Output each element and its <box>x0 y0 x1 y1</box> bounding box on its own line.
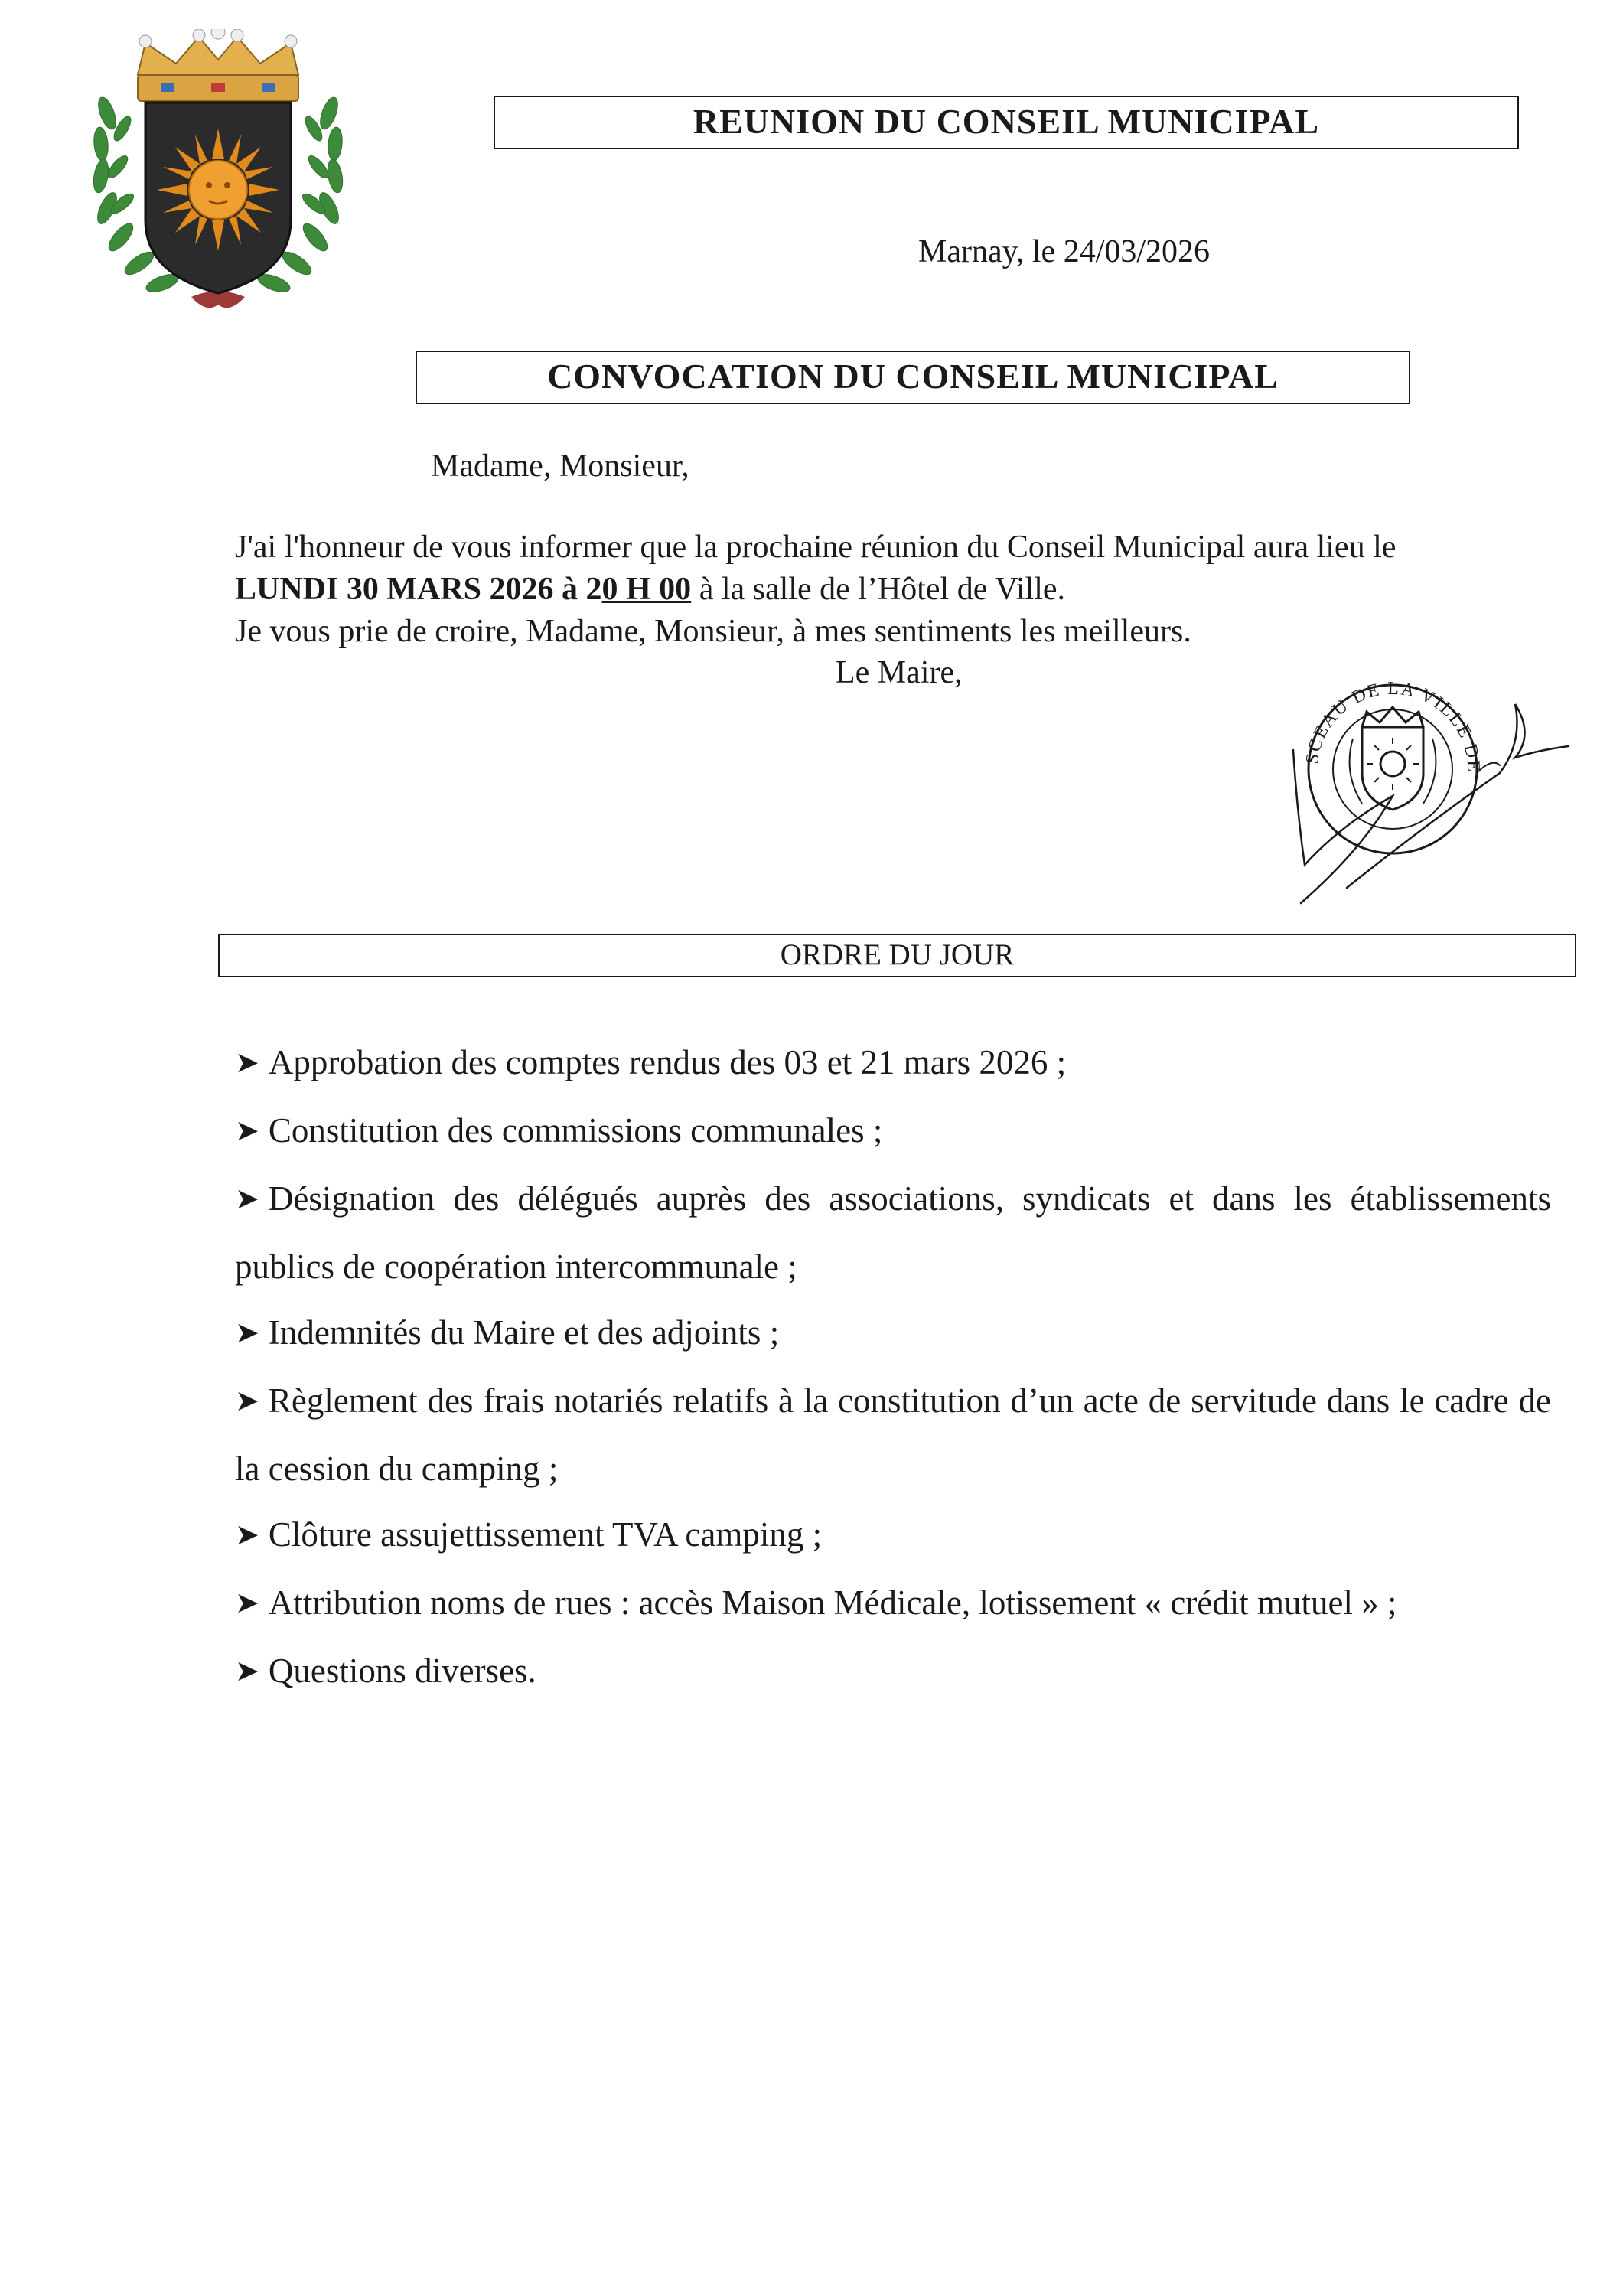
arrowhead-icon: ➤ <box>235 1047 259 1079</box>
arrowhead-icon: ➤ <box>235 1655 259 1688</box>
salutation: Madame, Monsieur, <box>431 448 689 484</box>
meeting-location: à la salle de l’Hôtel de Ville. <box>691 572 1066 607</box>
coat-of-arms-icon <box>84 29 352 328</box>
arrowhead-icon: ➤ <box>235 1317 259 1349</box>
agenda-item: ➤ Indemnités du Maire et des adjoints ; <box>235 1313 780 1352</box>
place-date: Marnay, le 24/03/2026 <box>918 234 1211 269</box>
agenda-item: ➤ Constitution des commissions communales ; <box>235 1111 883 1150</box>
meeting-title: REUNION DU CONSEIL MUNICIPAL <box>494 96 1519 149</box>
meeting-date: LUNDI 30 MARS 2026 à 2 <box>235 572 602 607</box>
agenda-item: ➤ Règlement des frais notariés relatifs à la constitution d’un acte de servitude dans le cadre de la cession du camping ; <box>235 1381 1551 1488</box>
body-intro: J'ai l'honneur de vous informer que la prochaine réunion du Conseil Municipal aura lieu le <box>235 530 1396 565</box>
meeting-datetime-line <box>235 569 1551 611</box>
agenda-item: ➤ Désignation des délégués auprès des associations, syndicats et dans les établissements publics de coopération intercommunale ; <box>235 1179 1551 1286</box>
agenda-list <box>235 1029 1551 1706</box>
arrowhead-icon: ➤ <box>235 1587 259 1619</box>
agenda-item: ➤ Clôture assujettissement TVA camping ; <box>235 1515 823 1554</box>
body-closing: Je vous prie de croire, Madame, Monsieur, à mes sentiments les meilleurs. <box>235 614 1191 649</box>
seal-icon <box>1270 658 1576 911</box>
agenda-item: ➤ Approbation des comptes rendus des 03 et 21 mars 2026 ; <box>235 1043 1067 1081</box>
agenda-title: ORDRE DU JOUR <box>218 934 1576 977</box>
agenda-item: ➤ Questions diverses. <box>235 1652 536 1690</box>
signer-title: Le Maire, <box>836 655 963 690</box>
convocation-body <box>235 527 1551 653</box>
town-coat-of-arms <box>84 29 352 328</box>
mayor-seal-and-signature <box>1270 658 1576 911</box>
arrowhead-icon: ➤ <box>235 1183 259 1215</box>
arrowhead-icon: ➤ <box>235 1519 259 1551</box>
arrowhead-icon: ➤ <box>235 1115 259 1147</box>
arrowhead-icon: ➤ <box>235 1385 259 1417</box>
convocation-title: CONVOCATION DU CONSEIL MUNICIPAL <box>416 351 1410 404</box>
meeting-time: 0 H 00 <box>601 572 692 607</box>
seal-text: SCEAU DE LA VILLE DE <box>1302 678 1484 774</box>
agenda-item: ➤ Attribution noms de rues : accès Maison Médicale, lotissement « crédit mutuel » ; <box>235 1583 1397 1622</box>
